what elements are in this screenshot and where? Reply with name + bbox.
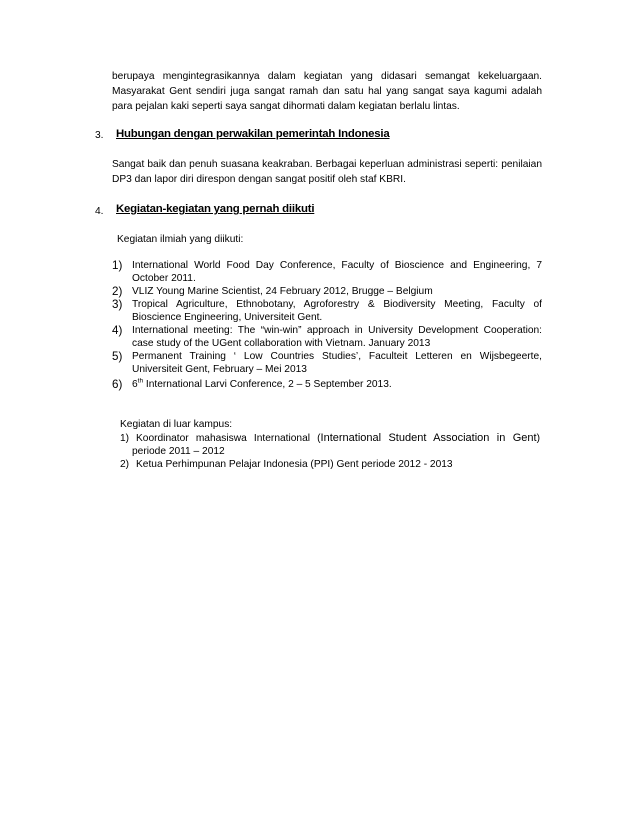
section-4-number: 4.	[95, 206, 104, 217]
list-item	[112, 259, 542, 285]
scientific-activities-list	[112, 259, 542, 391]
item-number: 1)	[112, 259, 123, 272]
list-item	[120, 432, 540, 458]
item-text: Koordinator mahasiswa International (	[136, 433, 321, 444]
item-ordinal-suffix: th	[137, 377, 144, 385]
item-text: Ketua Perhimpunan Pelajar Indonesia (PPI) Gent periode 2012 - 2013	[136, 459, 453, 470]
section-3-paragraph: Sangat baik dan penuh suasana keakraban. Berbagai keperluan administrasi seperti: penilaian DP3 dan lapor diri direspon dengan sangat positif oleh staf KBRI.	[112, 159, 542, 185]
list-item	[112, 378, 542, 391]
item-ordinal: 6	[132, 379, 138, 390]
item-text: International meeting: The “win-win” approach in University Development Cooperation: case study of the UGent collaboration with Vietnam. January 2013	[132, 325, 542, 349]
item-text: ) periode 2011 – 2012	[132, 433, 540, 457]
section-3-title: Hubungan dengan perwakilan pemerintah Indonesia	[116, 128, 390, 140]
list-item	[112, 285, 542, 298]
section-4-title: Kegiatan-kegiatan yang pernah diikuti	[116, 203, 315, 215]
item-text: Tropical Agriculture, Ethnobotany, Agroforestry & Biodiversity Meeting, Faculty of Bioscience Engineering, Universiteit Gent.	[132, 299, 542, 323]
intro-paragraph: berupaya mengintegrasikannya dalam kegiatan yang didasari semangat kekeluargaan. Masyarakat Gent sendiri juga sangat ramah dan satu hal yang sangat saya kagumi adalah para pejalan kaki seperti saya sangat dihormati dalam kegiatan berlalu lintas.	[112, 71, 542, 112]
item-number: 1)	[120, 433, 130, 444]
section-3-number: 3.	[95, 130, 104, 141]
campus-activities-heading: Kegiatan di luar kampus:	[120, 419, 233, 430]
item-text: International World Food Day Conference, Faculty of Bioscience and Engineering, 7 October 2011.	[132, 260, 542, 284]
list-item	[112, 298, 542, 324]
item-number: 2)	[120, 459, 130, 470]
item-number: 3)	[112, 298, 123, 311]
association-name: International Student Association in Gent	[320, 432, 537, 444]
item-number: 4)	[112, 324, 123, 337]
campus-activities-list	[120, 432, 540, 471]
scientific-activities-heading: Kegiatan ilmiah yang diikuti:	[117, 234, 244, 245]
item-text: VLIZ Young Marine Scientist, 24 February 2012, Brugge – Belgium	[132, 286, 433, 297]
list-item	[112, 324, 542, 350]
item-text: International Larvi Conference, 2 – 5 September 2013.	[143, 379, 392, 390]
list-item	[112, 350, 542, 376]
item-number: 6)	[112, 378, 123, 391]
item-number: 5)	[112, 350, 123, 363]
list-item	[120, 458, 540, 471]
item-number: 2)	[112, 285, 123, 298]
item-text: Permanent Training ‘ Low Countries Studies’, Faculteit Letteren en Wijsbegeerte, Universiteit Gent, February – Mei 2013	[132, 351, 542, 375]
